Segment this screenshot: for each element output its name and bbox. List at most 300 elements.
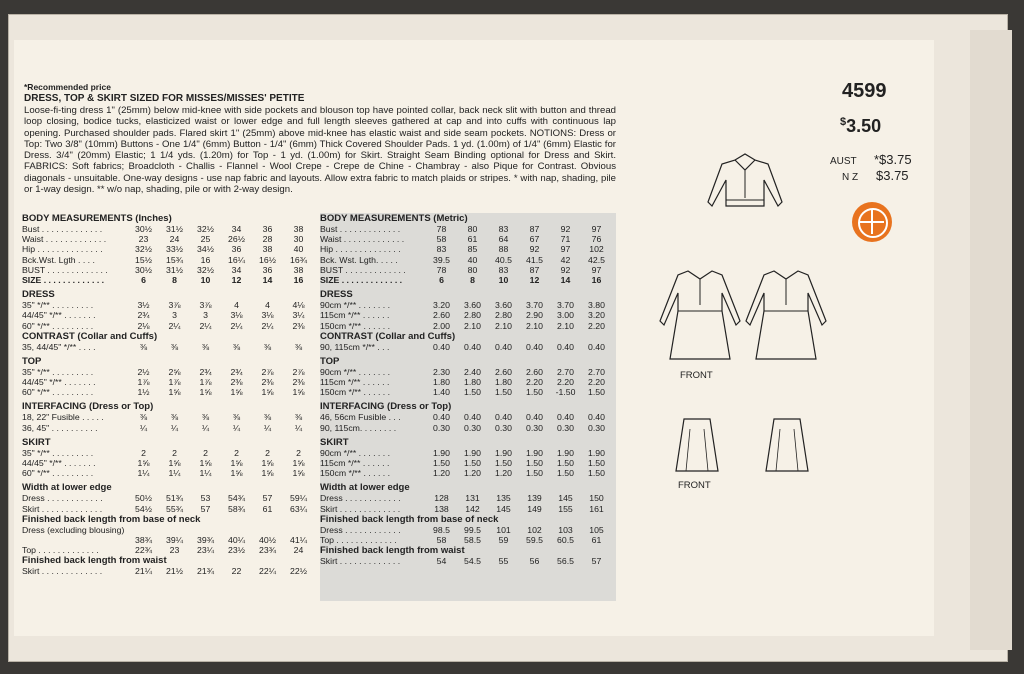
cell-value: 54¾ [228,493,245,504]
cell-value: 2.40 [464,366,481,377]
cell-value: 0.30 [495,422,512,433]
top-sketch [700,150,790,222]
cell-value: 3½ [137,300,150,311]
row-label: BUST . . . . . . . . . . . . . [22,264,108,275]
cell-value: ¼ [139,422,148,433]
row-label: 90, 115cm. . . . . . . . [320,422,397,433]
cell-value: 1.50 [495,387,512,398]
cell-value: 2⅜ [261,377,274,388]
cell-value: 2⅜ [230,377,243,388]
cell-value: 16 [591,274,602,285]
cell-value: 10 [498,274,509,285]
cell-value: 2¼ [168,320,181,331]
row-label: 46, 56cm Fusible . . . [320,412,401,423]
row-label: 150cm */** . . . . . . [320,387,391,398]
dress-sketch-1 [656,265,744,365]
cell-value: 3.20 [588,310,605,321]
cell-value: 1.50 [588,387,605,398]
cell-value: 38 [262,244,273,255]
row-label: 90cm */** . . . . . . . [320,300,391,311]
table-row [320,458,616,468]
cell-value: 39.5 [433,254,450,265]
cell-value: 1.50 [557,468,574,479]
table-row [320,367,616,377]
cell-value: 2.20 [557,377,574,388]
table-row [320,448,616,458]
cell-value: 40¼ [228,534,245,545]
cell-value: 33½ [166,244,183,255]
row-label: Skirt . . . . . . . . . . . . . [22,503,103,514]
table-row [320,224,616,234]
cell-value: 1¼ [168,468,181,479]
cell-value: 0.30 [557,422,574,433]
table-row [22,493,318,503]
cell-value: ¼ [201,422,210,433]
table-row [320,255,616,265]
cell-value: ⅜ [263,341,272,352]
cell-value: 38¾ [135,534,152,545]
cell-value: ⅜ [139,412,148,423]
cell-value: 40 [293,244,304,255]
cell-value: 3.60 [495,300,512,311]
aust-label: AUST [830,156,857,167]
cell-value: 2 [234,447,239,458]
table-row [22,566,318,576]
recommended-price-note: *Recommended price [24,82,111,92]
cell-value: 38 [293,224,304,234]
row-label: 115cm */** . . . . . . [320,458,390,468]
nz-price-row [842,168,909,183]
cell-value: 26½ [228,234,245,245]
front-caption-1: FRONT [680,370,713,381]
cell-value: 1⅝ [199,387,212,398]
cell-value: 67 [529,234,540,245]
cell-value: 0.40 [433,412,450,423]
cell-value: 3⅞ [199,300,212,311]
cell-value: 30½ [135,224,152,234]
cell-value: 16¼ [228,254,245,265]
cell-value: 53 [200,493,211,504]
row-label: SIZE . . . . . . . . . . . . . [320,274,403,285]
cell-value: 30½ [135,264,152,275]
table-row [22,255,318,265]
cell-value: 1.20 [495,468,512,479]
cell-value: 10 [200,274,211,285]
cell-value: 23½ [228,545,245,556]
cell-value: 12 [529,274,540,285]
cell-value: 150 [589,493,604,504]
cell-value: 103 [558,524,573,535]
cell-value: 97 [560,244,571,255]
cell-value: 1⅝ [292,458,305,468]
cell-value: 1.80 [464,377,481,388]
cell-value: 40 [467,254,478,265]
cell-value: 131 [465,493,480,504]
cell-value: 34 [231,264,242,275]
section-heading: DRESS [320,289,353,301]
cell-value: 2 [203,447,208,458]
cell-value: 58 [436,234,447,245]
nz-price: $3.75 [876,168,909,183]
table-row [320,377,616,387]
cell-value: 87 [529,224,540,234]
row-label: Bck. Wst. Lgth. . . . . [320,254,398,265]
section-heading: Finished back length from base of neck [22,513,201,525]
row-label: 60" */** . . . . . . . . . [22,387,94,398]
cell-value: 1.50 [464,387,481,398]
table-row [320,423,616,433]
cell-value: 61 [591,534,602,545]
price-symbol: $ [840,116,847,128]
cell-value: 97 [591,224,602,234]
cell-value: 0.40 [557,341,574,352]
cell-value: 2.10 [526,320,543,331]
row-label: Skirt . . . . . . . . . . . . . [320,503,401,514]
cell-value: 1.90 [464,447,481,458]
cell-value: 149 [527,503,542,514]
cell-value: 4⅛ [292,300,305,311]
cell-value: 1¼ [199,468,212,479]
cell-value: ⅜ [170,412,179,423]
cell-value: 36 [231,244,242,255]
cell-value: 15½ [135,254,152,265]
cell-value: 139 [527,493,542,504]
cell-value: 145 [496,503,511,514]
cell-value: ¼ [232,422,241,433]
cell-value: 22¾ [135,545,152,556]
cell-value: 2¼ [261,320,274,331]
table-row [22,377,318,387]
table-row [320,525,616,535]
table-row [22,535,318,545]
metric-table [320,213,616,601]
table-row [22,265,318,275]
cell-value: 2.60 [526,366,543,377]
cell-value: 97 [591,264,602,275]
cell-value: 51¾ [166,493,183,504]
cell-value: 41.5 [526,254,543,265]
cell-value: 0.30 [526,422,543,433]
cell-value [283,525,314,535]
cell-value: 1.50 [588,468,605,479]
row-label: Waist . . . . . . . . . . . . . [22,234,107,245]
cell-value: 92 [560,264,571,275]
cell-value: 2 [296,447,301,458]
table-row [22,525,318,535]
section-heading: CONTRAST (Collar and Cuffs) [22,330,158,342]
cell-value: ⅜ [263,412,272,423]
cell-value: ⅜ [294,412,303,423]
cell-value: 16 [293,274,304,285]
cell-value: 1⅞ [168,377,181,388]
table-row [320,300,616,310]
cell-value: 1⅝ [168,458,181,468]
cell-value: 1.50 [526,387,543,398]
row-label: Top . . . . . . . . . . . . . [22,545,99,556]
cell-value: 14 [560,274,571,285]
cell-value: 1⅝ [230,387,243,398]
section-heading: Width at lower edge [320,482,410,494]
row-label: Skirt . . . . . . . . . . . . . [320,556,401,567]
cell-value: 2.80 [464,310,481,321]
cell-value: 32½ [197,264,214,275]
table-row [320,468,616,478]
table-row [22,545,318,555]
cell-value: 98.5 [433,524,450,535]
cell-value: 0.30 [464,422,481,433]
row-label: Bust . . . . . . . . . . . . . [320,224,401,234]
cell-value: 2.90 [526,310,543,321]
section-heading: Width at lower edge [22,482,112,494]
cell-value: 55 [498,556,509,567]
cell-value: 76 [591,234,602,245]
section-heading: SKIRT [320,436,349,448]
cell-value: 0.40 [433,341,450,352]
pattern-title: DRESS, TOP & SKIRT SIZED FOR MISSES/MISSES' PETITE [24,93,305,104]
cell-value: 138 [434,503,449,514]
cell-value: 0.40 [495,341,512,352]
cell-value: 3.20 [433,300,450,311]
header [24,82,624,195]
table-row [22,412,318,422]
row-label: BUST . . . . . . . . . . . . . [320,264,406,275]
cell-value: 1⅝ [292,387,305,398]
cell-value: 24 [293,545,304,556]
cell-value: 39¼ [166,534,183,545]
cell-value: 1.20 [464,468,481,479]
section-heading: CONTRAST (Collar and Cuffs) [320,330,456,342]
inches-table [22,213,318,577]
cell-value: 61 [262,503,273,514]
cell-value: 80 [467,264,478,275]
section-heading: Finished back length from waist [320,545,465,557]
row-label: Dress . . . . . . . . . . . . [320,524,401,535]
cell-value: 2.80 [495,310,512,321]
row-label: 90, 115cm */** . . . [320,341,390,352]
cell-value: 0.40 [557,412,574,423]
row-label: Hip . . . . . . . . . . . . . . [22,244,103,255]
cell-value: 54 [436,556,447,567]
table-row [320,321,616,331]
row-label: Bust . . . . . . . . . . . . . [22,224,103,234]
cell-value: 102 [527,524,542,535]
cell-value: 1.90 [557,447,574,458]
cell-value: 83 [436,244,447,255]
cell-value: 42 [560,254,571,265]
row-label: 36, 45" . . . . . . . . . . [22,422,98,433]
cell-value: 4 [234,300,239,311]
cell-value: 142 [465,503,480,514]
cell-value: 38 [293,264,304,275]
cell-value: 1⅝ [230,458,243,468]
cell-value: 0.40 [588,341,605,352]
row-label: Skirt . . . . . . . . . . . . . [22,566,103,577]
cell-value: 99.5 [464,524,481,535]
cell-value: 36 [262,264,273,275]
cell-value: 56 [529,556,540,567]
cell-value: 1.20 [433,468,450,479]
cell-value: 1⅝ [137,458,150,468]
cell-value: 16¾ [290,254,307,265]
cell-value: 24 [169,234,180,245]
cell-value: 0.30 [433,422,450,433]
cell-value: 2¾ [199,366,212,377]
cell-value: 30 [293,234,304,245]
cell-value: 2¾ [230,366,243,377]
table-row [22,244,318,254]
cell-value: 2.30 [433,366,450,377]
cell-value: 2¼ [230,320,243,331]
cell-value: 2.10 [557,320,574,331]
cell-value: ⅜ [170,341,179,352]
cell-value: 32½ [197,224,214,234]
cell-value: 23¼ [197,545,214,556]
cell-value: 2 [265,447,270,458]
cell-value: 50½ [135,493,152,504]
cell-value: ¼ [294,422,303,433]
cell-value: 1.50 [433,458,450,468]
cell-value: 23 [169,545,180,556]
cell-value: 87 [529,264,540,275]
cell-value: 6 [141,274,146,285]
section-heading: TOP [320,355,340,367]
cell-value: 31½ [166,224,183,234]
cell-value: 63¼ [290,503,307,514]
cell-value: 3⅞ [168,300,181,311]
section-heading: Finished back length from waist [22,555,167,567]
table-row [22,342,318,352]
table-row [22,367,318,377]
cell-value: ⅜ [201,341,210,352]
cell-value: ⅜ [232,341,241,352]
cell-value: 1.80 [495,377,512,388]
cell-value: 2½ [137,366,150,377]
cell-value: 8 [470,274,475,285]
cell-value: 55¾ [166,503,183,514]
row-label: 18, 22" Fusible . . . . . [22,412,104,423]
cell-value: 22½ [290,566,307,577]
cell-value: 21½ [166,566,183,577]
table-row [320,556,616,566]
row-label: 60" */** . . . . . . . . . [22,468,94,479]
cell-value: 39¾ [197,534,214,545]
cell-value: 83 [498,264,509,275]
cell-value: 1⅝ [292,468,305,479]
cell-value [190,525,221,535]
cell-value: 0.40 [464,341,481,352]
cell-value: 4 [265,300,270,311]
inches-table-title: BODY MEASUREMENTS (Inches) [22,213,172,224]
cell-value: 2 [141,447,146,458]
cell-value: 21¾ [197,566,214,577]
cell-value: 145 [558,493,573,504]
cell-value: 102 [589,244,604,255]
table-row [22,310,318,320]
cell-value: 59 [498,534,509,545]
cell-value: 22 [231,566,242,577]
cell-value: 14 [262,274,273,285]
row-label: 150cm */** . . . . . . [320,468,391,479]
cell-value: 135 [496,493,511,504]
cell-value: 78 [436,264,447,275]
cell-value: 22¼ [259,566,276,577]
cell-value: 0.40 [464,412,481,423]
cell-value: 1.50 [464,458,481,468]
cell-value: 6 [439,274,444,285]
cell-value: 54½ [135,503,152,514]
envelope-flap [970,30,1012,650]
cell-value [128,525,159,535]
cell-value: 3 [203,310,208,321]
cell-value: 1⅞ [199,377,212,388]
table-row [22,224,318,234]
row-label: SIZE . . . . . . . . . . . . . [22,274,105,285]
cell-value: 58¾ [228,503,245,514]
cell-value: 80 [467,224,478,234]
row-label: Dress . . . . . . . . . . . . [22,493,103,504]
cell-value: 58 [436,534,447,545]
table-row [320,265,616,275]
table-row [22,423,318,433]
cell-value: 2.20 [588,320,605,331]
cell-value: 25 [200,234,211,245]
table-row [22,300,318,310]
cell-value: 3.60 [464,300,481,311]
price-value: 3.50 [846,116,882,136]
pattern-description: Loose-fi-ting dress 1" (25mm) below mid-knee with side pockets and blouson top have pointed collar, back neck slit with button and thread loop closing, bodice tucks, elasticized waist or lower edge and full length sleeves gathered at cap and into cuffs with continuous lap opening. Purchased shoulder pads. Flared skirt 1" (25mm) above mid-knee has elastic waist and side seam pockets. NOTIONS: Dress or Top: Two 3/8" (10mm) Buttons - One 1/4" (6mm) Button - 1/4" (6mm) Thick Covered Shoulder Pads. 1 yd. (1.00m) of 1/4" (6mm) Elastic for Dress. 3/4" (20mm) Elastic; 1 1/4 yds. (1.20m) for Top - 1 yd. (1.00m) for Skirt. Straight Seam Binding optional for Dress and Skirt. FABRICS: Soft fabrics; Broadcloth - Challis - Flannel - Wool Crepe - Crepe de Chine - Chambray - also Pique for Contrast. Obvious diagonals - unsuitable. One-way designs - use nap fabric and layouts. Allow extra fabric to match plaids or stripes. * with nap, shading, pile or 1-way design. ** w/o nap, shading, pile or with 2-way design. [24,105,616,196]
cell-value: 3.80 [588,300,605,311]
table-row [320,342,616,352]
row-label: Top . . . . . . . . . . . . . [320,534,397,545]
cell-value: 161 [589,503,604,514]
cell-value: 1⅝ [261,458,274,468]
cell-value: 28 [262,234,273,245]
cell-value: ⅜ [139,341,148,352]
cell-value: 34 [231,224,242,234]
cell-value: 31½ [166,264,183,275]
cell-value: 92 [560,224,571,234]
cell-value: 3.70 [557,300,574,311]
cell-value: 2.00 [433,320,450,331]
section-heading: INTERFACING (Dress or Top) [320,401,452,413]
aust-price: *$3.75 [874,152,912,167]
row-label: 115cm */** . . . . . . [320,377,390,388]
cell-value: 57 [262,493,273,504]
cell-value: 1.90 [433,447,450,458]
cell-value: -1.50 [555,387,576,398]
cell-value: 1⅝ [199,458,212,468]
cell-value: 1⅞ [137,377,150,388]
skirt-sketch-1 [672,415,722,475]
cell-value: 23¾ [259,545,276,556]
cell-value: 71 [560,234,571,245]
row-label: 90cm */** . . . . . . . [320,447,391,458]
cell-value: ⅜ [232,412,241,423]
cell-value: 3 [172,310,177,321]
row-label: 90cm */** . . . . . . . [320,366,391,377]
row-label: 44/45" */** . . . . . . . [22,458,96,468]
cell-value: 1.90 [495,447,512,458]
cell-value: 16 [200,254,211,265]
table-row [22,234,318,244]
cell-value [252,525,283,535]
row-label: Dress . . . . . . . . . . . . [320,493,401,504]
row-label: 35" */** . . . . . . . . . [22,300,94,311]
cell-value: 78 [436,224,447,234]
row-label: 35, 44/45" */** . . . . [22,341,96,352]
row-label: 44/45" */** . . . . . . . [22,377,96,388]
pattern-number: 4599 [842,80,887,102]
